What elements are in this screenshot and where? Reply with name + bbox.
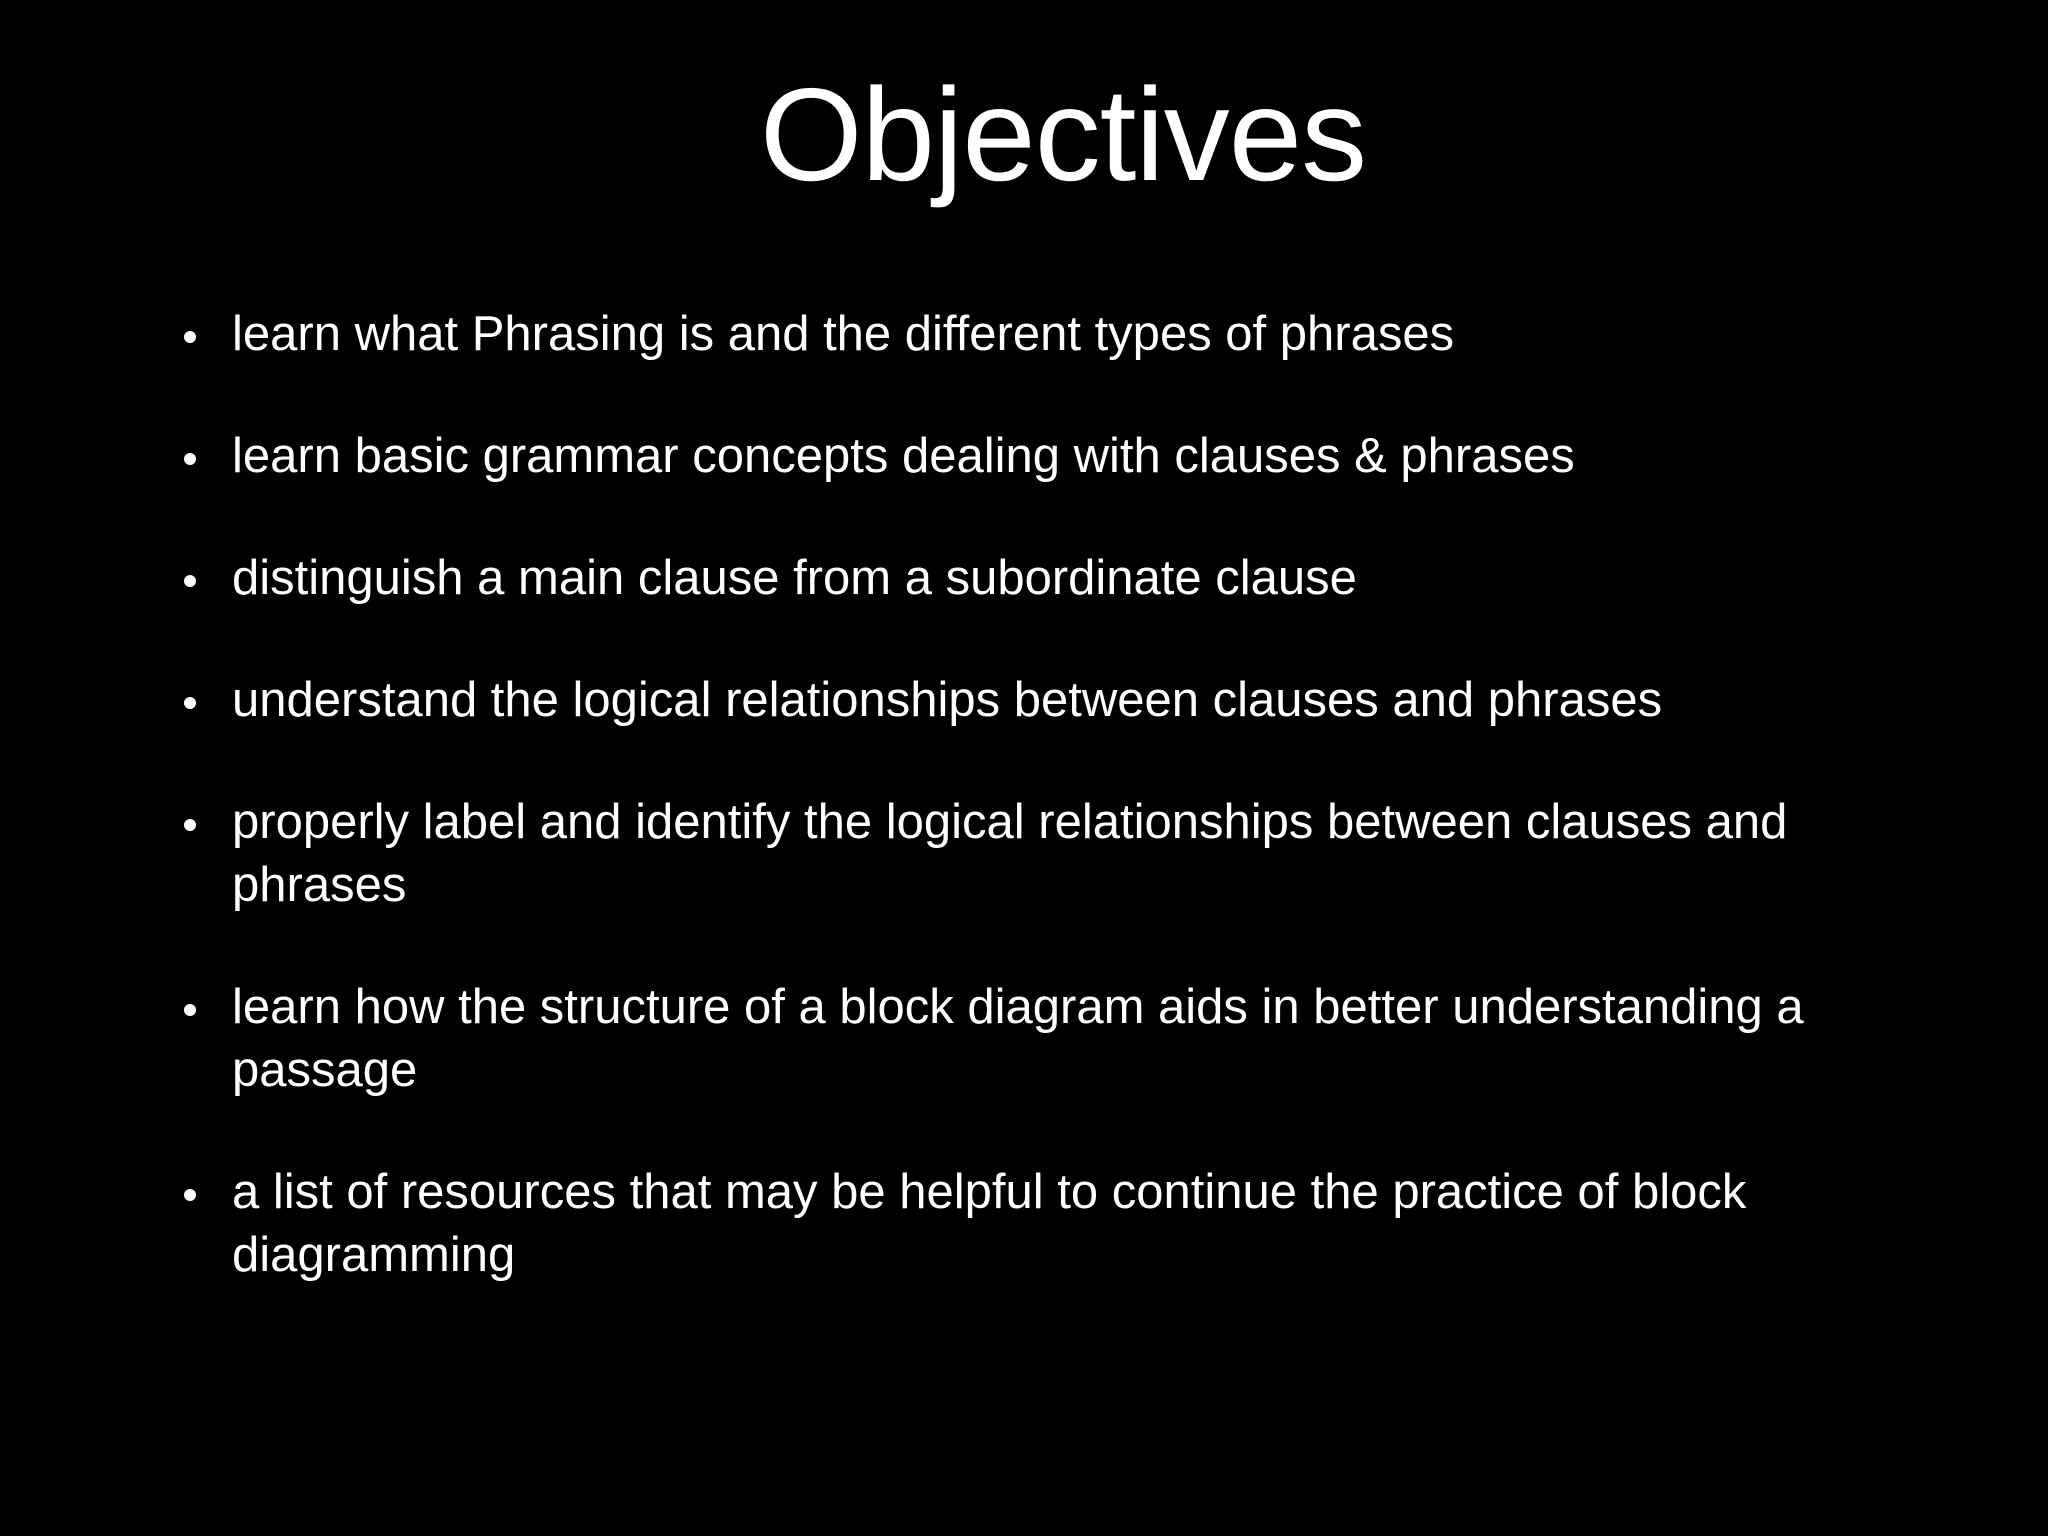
list-item [178,547,1938,610]
list-item [178,303,1938,366]
bullet-icon [184,453,196,465]
bullet-icon [184,575,196,587]
slide-title: Objectives [759,61,1367,208]
list-item-text: learn how the structure of a block diagram aids in better understanding a passage [232,980,1804,1097]
list-item [178,669,1938,732]
bullet-icon [184,331,196,343]
list-item-text: a list of resources that may be helpful to continue the practice of block diagramming [232,1165,1747,1282]
list-item [178,976,1938,1102]
list-item-text: learn basic grammar concepts dealing with clauses & phrases [232,429,1575,483]
bullet-icon [184,1189,196,1201]
list-item [178,791,1938,917]
bullet-icon [184,1004,196,1016]
objectives-list [178,303,1938,1346]
list-item [178,425,1938,488]
list-item [178,1161,1938,1287]
bullet-icon [184,697,196,709]
list-item-text: properly label and identify the logical relationships between clauses and phrases [232,795,1788,912]
bullet-icon [184,819,196,831]
list-item-text: learn what Phrasing is and the different types of phrases [232,307,1455,361]
list-item-text: understand the logical relationships between clauses and phrases [232,673,1663,727]
list-item-text: distinguish a main clause from a subordinate clause [232,551,1357,605]
